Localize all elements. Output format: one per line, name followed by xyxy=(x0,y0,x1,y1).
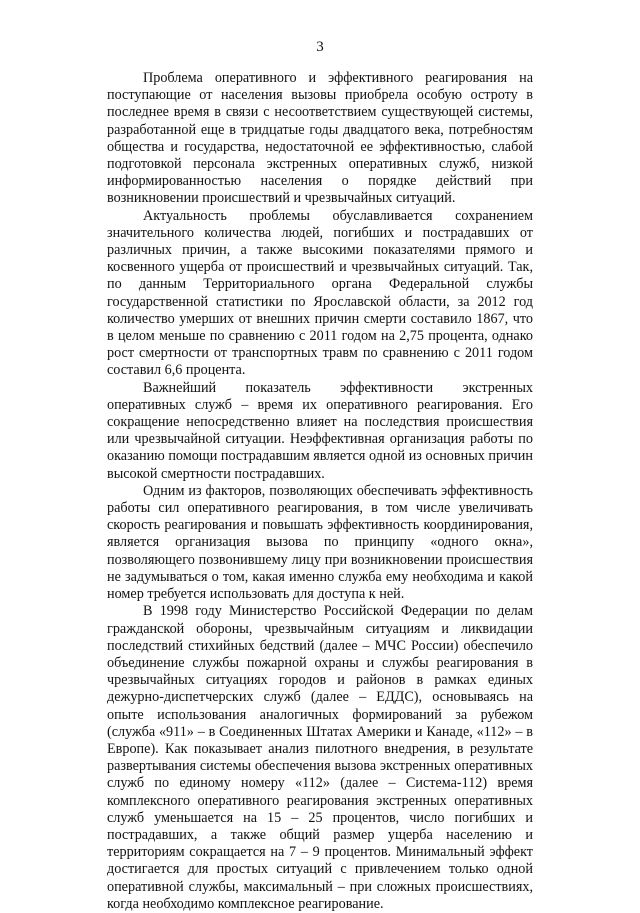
paragraph-system-112: В 1998 году Министерство Российской Федерации по делам гражданской обороны, чрезвычайным ситуациям и ликвидации последствий стихийных бедствий (далее – МЧС России) обеспечило объединение службы пожарной охраны и службы реагирования в чрезвычайных ситуациях городов и районов в рамках единых дежурно-диспетчерских служб (далее – ЕДДС), основываясь на опыте использования аналогичных формирований за рубежом (служба «911» – в Соединенных Штатах Америки и Канаде, «112» – в Европе). Как показывает анализ пилотного внедрения, в результате развертывания системы обеспечения вызова экстренных оперативных служб по единому номеру «112» (далее – Система-112) время комплексного оперативного реагирования экстренных оперативных служб уменьшается на 15 – 25 процентов, число погибших и пострадавших, а также общий размер ущерба населению и территориям сокращается на 7 – 9 процентов. Минимальный эффект достигается для простых ситуаций с привлечением только одной оперативной службы, максимальный – при сложных происшествиях, когда необходимо комплексное реагирование. xyxy=(107,603,533,912)
paragraph-single-window: Одним из факторов, позволяющих обеспечивать эффективность работы сил оперативного реагирования, в том числе увеличивать скорость реагирования и повышать эффективность координирования, является организация вызова по принципу «одного окна», позволяющего позвонившему лицу при возникновении происшествия не задумываться о том, какая именно служба ему необходима и какой номер требуется использовать для доступа к ней. xyxy=(107,482,533,603)
paragraph-response-time: Важнейший показатель эффективности экстренных оперативных служб – время их оперативного реагирования. Его сокращение непосредственно влияет на последствия происшествия или чрезвычайной ситуации. Неэффективная организация работы по оказанию помощи пострадавшим является одной из основных причин высокой смертности пострадавших. xyxy=(107,379,533,482)
page-number: 3 xyxy=(316,39,324,55)
paragraph-relevance: Актуальность проблемы обуславливается сохранением значительного количества людей, погибших и пострадавших от различных причин, а также высокими показателями прямого и косвенного ущерба от происшествий и чрезвычайных ситуаций. Так, по данным Территориального органа Федеральной службы государственной статистики по Ярославской области, за 2012 год количество умерших от внешних причин смерти составило 1867, что в целом меньше по сравнению с 2011 годом на 2,75 процента, однако рост смертности от транспортных травм по сравнению с 2011 годом составил 6,6 процента. xyxy=(107,207,533,379)
document-body xyxy=(107,70,533,913)
paragraph-problem-statement: Проблема оперативного и эффективного реагирования на поступающие от населения вызовы приобрела особую остроту в последнее время в связи с несоответствием существующей системы, разработанной еще в тридцатые годы двадцатого века, потребностям общества и государства, недостаточной ее эффективностью, слабой подготовкой персонала экстренных оперативных служб, низкой информированностью населения о порядке действий при возникновении происшествий и чрезвычайных ситуаций. xyxy=(107,70,533,207)
